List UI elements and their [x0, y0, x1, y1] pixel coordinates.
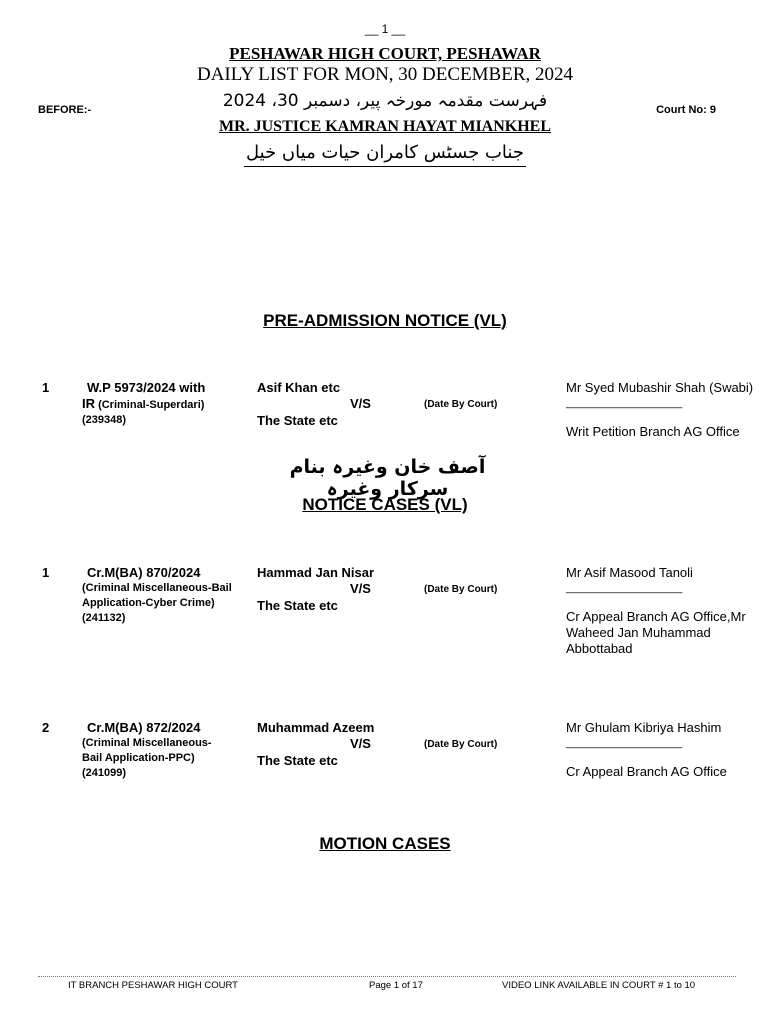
advocate-divider: ___________________	[566, 737, 683, 749]
footer-page-number: Page 1 of 17	[369, 980, 423, 991]
advocates	[566, 720, 761, 780]
respondent: The State etc	[257, 598, 338, 613]
case-type-block	[82, 736, 222, 781]
advocate-respondent: Cr Appeal Branch AG Office,Mr Waheed Jan Muhammad Abbottabad	[566, 609, 746, 656]
before-label: BEFORE:-	[38, 104, 92, 116]
date-by-court: (Date By Court)	[424, 399, 498, 410]
page-marker: __ 1 __	[364, 22, 406, 36]
case-type-block	[82, 581, 240, 626]
case-number: Cr.M(BA) 870/2024	[87, 565, 201, 580]
judge-name-urdu-wrapper	[0, 142, 770, 167]
court-number: Court No: 9	[656, 104, 716, 116]
respondent: The State etc	[257, 413, 338, 428]
respondent: The State etc	[257, 753, 338, 768]
daily-list-title: DAILY LIST FOR MON, 30 DECEMBER, 2024	[196, 64, 573, 85]
case-number: W.P 5973/2024 with	[87, 380, 206, 395]
judge-name-urdu: جناب جسٹس کامران حیات میاں خیل	[244, 142, 526, 167]
advocates	[566, 380, 756, 440]
court-name: PESHAWAR HIGH COURT, PESHAWAR	[229, 44, 541, 63]
case-type: (Criminal-Superdari)	[98, 399, 205, 411]
versus: V/S	[350, 736, 371, 751]
versus: V/S	[350, 581, 371, 596]
footer-left: IT BRANCH PESHAWAR HIGH COURT	[68, 980, 238, 991]
judge-name: MR. JUSTICE KAMRAN HAYAT MIANKHEL	[218, 118, 552, 135]
case-ir: IR	[82, 396, 95, 411]
case-id: (239348)	[82, 414, 127, 426]
section-title-notice: NOTICE CASES (VL)	[302, 495, 468, 514]
petitioner: Muhammad Azeem	[257, 720, 375, 735]
case-entry-notice-1	[0, 565, 770, 715]
advocate-respondent: Writ Petition Branch AG Office	[566, 424, 740, 439]
section-title-motion: MOTION CASES	[319, 834, 451, 853]
petitioner: Hammad Jan Nisar	[257, 565, 375, 580]
advocate-respondent: Cr Appeal Branch AG Office	[566, 764, 727, 779]
advocate-petitioner: Mr Ghulam Kibriya Hashim	[566, 720, 722, 735]
urdu-parties: آصف خان وغیرہ بنام سرکار وغیرہ	[289, 456, 486, 500]
case-id: (241132)	[82, 612, 126, 624]
advocate-petitioner: Mr Syed Mubashir Shah (Swabi)	[566, 380, 754, 395]
footer-right: VIDEO LINK AVAILABLE IN COURT # 1 to 10	[502, 980, 696, 991]
case-id: (241099)	[82, 767, 127, 779]
advocates	[566, 565, 746, 657]
footer-divider	[38, 976, 736, 977]
case-type: (Criminal Miscellaneous-Bail Application-Cyber Crime)	[82, 582, 232, 609]
advocate-petitioner: Mr Asif Masood Tanoli	[566, 565, 693, 580]
advocate-divider: ___________________	[566, 397, 683, 409]
urdu-date: فہرست مقدمہ مورخہ پیر، دسمبر 30، 2024	[222, 91, 548, 111]
advocate-divider: ___________________	[566, 582, 683, 594]
case-serial: 1	[42, 380, 50, 395]
date-by-court: (Date By Court)	[424, 739, 498, 750]
case-serial: 2	[42, 720, 50, 735]
petitioner: Asif Khan etc	[257, 380, 341, 395]
case-serial: 1	[42, 565, 50, 580]
date-by-court: (Date By Court)	[424, 584, 498, 595]
case-number: Cr.M(BA) 872/2024	[87, 720, 201, 735]
versus: V/S	[350, 396, 371, 411]
case-type: (Criminal Miscellaneous-Bail Application-PPC)	[82, 737, 212, 764]
section-title-pre-admission: PRE-ADMISSION NOTICE (VL)	[263, 311, 507, 330]
case-type-block	[82, 396, 242, 428]
